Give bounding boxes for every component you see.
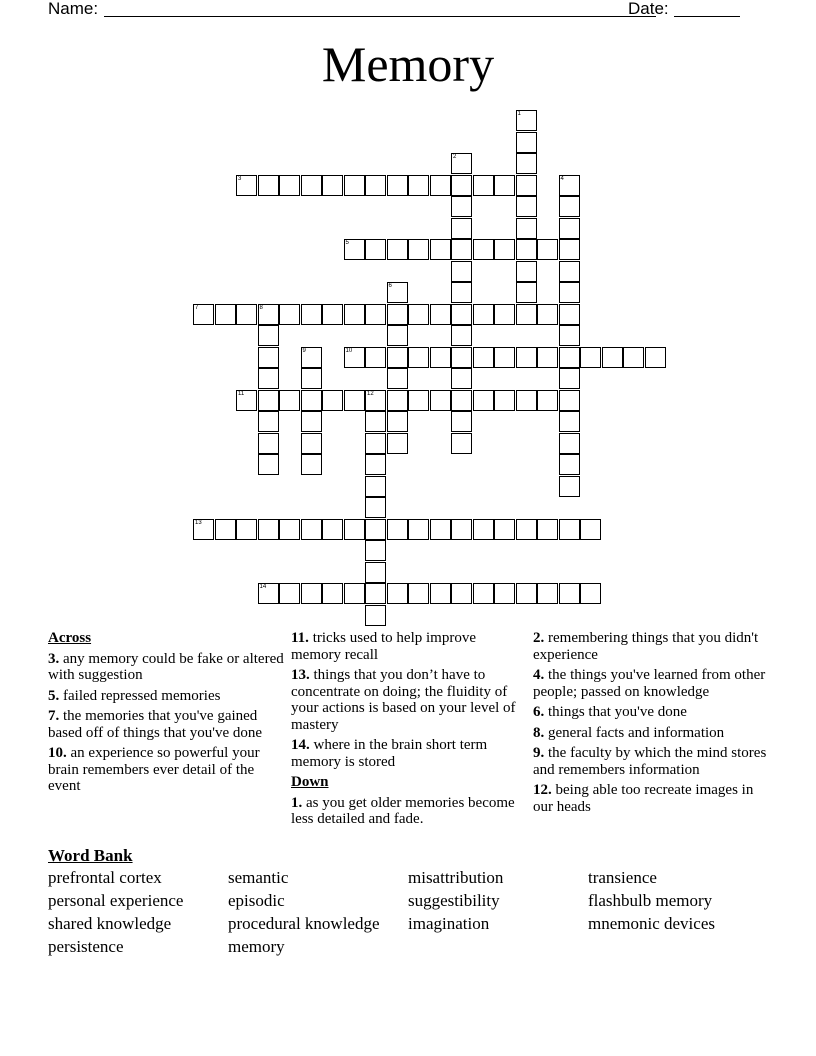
crossword-cell[interactable]	[494, 347, 515, 368]
crossword-cell[interactable]	[236, 390, 257, 411]
crossword-cell[interactable]	[473, 519, 494, 540]
crossword-cell[interactable]	[365, 583, 386, 604]
crossword-cell[interactable]	[344, 583, 365, 604]
crossword-cell[interactable]	[387, 433, 408, 454]
crossword-cell[interactable]	[537, 390, 558, 411]
crossword-cell[interactable]	[322, 175, 343, 196]
crossword-cell[interactable]	[258, 390, 279, 411]
crossword-cell[interactable]	[516, 583, 537, 604]
crossword-cell[interactable]	[387, 519, 408, 540]
clue-across-3: 3. any memory could be fake or altered with suggestion	[48, 650, 284, 683]
crossword-cell[interactable]	[451, 583, 472, 604]
crossword-cell[interactable]	[473, 175, 494, 196]
crossword-cell[interactable]	[193, 519, 214, 540]
crossword-cell[interactable]	[365, 304, 386, 325]
crossword-cell[interactable]	[279, 519, 300, 540]
crossword-cell[interactable]	[322, 304, 343, 325]
crossword-cell[interactable]	[301, 390, 322, 411]
crossword-cell[interactable]	[301, 175, 322, 196]
crossword-cell[interactable]	[494, 175, 515, 196]
crossword-cell[interactable]	[193, 304, 214, 325]
crossword-cell[interactable]	[258, 519, 279, 540]
word-bank-word: imagination	[408, 914, 490, 933]
crossword-cell[interactable]	[537, 239, 558, 260]
crossword-cell[interactable]	[279, 583, 300, 604]
clue-number: 2	[453, 154, 457, 160]
crossword-cell[interactable]	[559, 304, 580, 325]
clue-number: 1	[517, 111, 521, 117]
crossword-cell[interactable]	[559, 325, 580, 346]
down-heading: Down	[291, 774, 329, 790]
clue-number: 14	[259, 584, 267, 590]
crossword-cell[interactable]	[408, 347, 429, 368]
word-bank-word: semantic	[228, 868, 289, 887]
crossword-cell[interactable]	[215, 519, 236, 540]
clues-column-3	[533, 630, 768, 819]
crossword-cell[interactable]	[537, 583, 558, 604]
crossword-cell[interactable]	[516, 282, 537, 303]
crossword-cell[interactable]	[322, 583, 343, 604]
crossword-cell[interactable]	[494, 390, 515, 411]
crossword-cell[interactable]	[430, 519, 451, 540]
crossword-cell[interactable]	[301, 433, 322, 454]
crossword-cell[interactable]	[215, 304, 236, 325]
crossword-cell[interactable]	[516, 110, 537, 131]
crossword-cell[interactable]	[258, 411, 279, 432]
clue-number: 7	[195, 304, 199, 311]
clues-column-2	[291, 630, 521, 832]
word-bank	[48, 846, 768, 957]
crossword-cell[interactable]	[473, 239, 494, 260]
crossword-cell[interactable]	[451, 304, 472, 325]
crossword-cell[interactable]	[516, 196, 537, 217]
word-bank-word: transience	[588, 868, 657, 887]
crossword-cell[interactable]	[258, 454, 279, 475]
crossword-cell[interactable]	[516, 261, 537, 282]
crossword-cell[interactable]	[301, 411, 322, 432]
crossword-cell[interactable]	[559, 261, 580, 282]
crossword-cell[interactable]	[559, 282, 580, 303]
crossword-cell[interactable]	[537, 304, 558, 325]
crossword-cell[interactable]	[430, 175, 451, 196]
clue-number: 4	[560, 175, 564, 182]
crossword-cell[interactable]	[559, 368, 580, 389]
crossword-cell[interactable]	[451, 368, 472, 389]
clue-down-2: 2. remembering things that you didn't experience	[533, 630, 759, 663]
clue-down-12: 12. being able too recreate images in our heads	[533, 782, 754, 815]
crossword-cell[interactable]	[451, 411, 472, 432]
word-bank-word: flashbulb memory	[588, 891, 713, 910]
crossword-cell[interactable]	[602, 347, 623, 368]
crossword-cell[interactable]	[451, 153, 472, 174]
crossword-cell[interactable]	[430, 583, 451, 604]
crossword-cell[interactable]	[473, 390, 494, 411]
page-title: Memory	[321, 36, 495, 92]
crossword-cell[interactable]	[365, 519, 386, 540]
crossword-cell[interactable]	[365, 347, 386, 368]
crossword-cell[interactable]	[537, 519, 558, 540]
crossword-cell[interactable]	[451, 433, 472, 454]
crossword-cell[interactable]	[344, 347, 365, 368]
crossword-cell[interactable]	[344, 390, 365, 411]
clue-down-6: 6. things that you've done	[533, 704, 687, 720]
clue-number: 13	[195, 519, 202, 526]
crossword-cell[interactable]	[279, 175, 300, 196]
crossword-cell[interactable]	[580, 347, 601, 368]
crossword-cell[interactable]	[365, 562, 386, 583]
crossword-cell[interactable]	[258, 583, 279, 604]
clue-across-14: 14. where in the brain short term memory is stored	[291, 737, 488, 770]
crossword-cell[interactable]	[408, 175, 429, 196]
word-bank-word: shared knowledge	[48, 914, 172, 933]
crossword-cell[interactable]	[344, 304, 365, 325]
crossword-cell[interactable]	[365, 605, 386, 626]
crossword-cell[interactable]	[322, 519, 343, 540]
crossword-cell[interactable]	[365, 411, 386, 432]
crossword-cell[interactable]	[258, 433, 279, 454]
word-bank-word: misattribution	[408, 868, 504, 887]
clue-number: 6	[388, 283, 392, 289]
crossword-cell[interactable]	[387, 347, 408, 368]
word-bank-word: personal experience	[48, 891, 184, 910]
crossword-cell[interactable]	[559, 411, 580, 432]
crossword-cell[interactable]	[408, 304, 429, 325]
crossword-cell[interactable]	[623, 347, 644, 368]
crossword-cell[interactable]	[236, 175, 257, 196]
crossword-cell[interactable]	[387, 239, 408, 260]
crossword-cell[interactable]	[301, 304, 322, 325]
crossword-cell[interactable]	[516, 175, 537, 196]
crossword-cell[interactable]	[516, 218, 537, 239]
clue-number: 5	[345, 240, 349, 246]
crossword-cell[interactable]	[365, 540, 386, 561]
crossword-cell[interactable]	[408, 239, 429, 260]
crossword-cell[interactable]	[494, 583, 515, 604]
crossword-cell[interactable]	[279, 304, 300, 325]
crossword-cell[interactable]	[451, 218, 472, 239]
crossword-cell[interactable]	[387, 368, 408, 389]
crossword-cell[interactable]	[430, 239, 451, 260]
crossword-cell[interactable]	[408, 519, 429, 540]
crossword-cell[interactable]	[365, 454, 386, 475]
crossword-cell[interactable]	[580, 519, 601, 540]
crossword-cell[interactable]	[387, 583, 408, 604]
crossword-cell[interactable]	[236, 304, 257, 325]
crossword-cell[interactable]	[301, 519, 322, 540]
crossword-cell[interactable]	[516, 132, 537, 153]
clue-across-7: 7. the memories that you've gained based off of things that you've done	[48, 708, 263, 741]
crossword-cell[interactable]	[559, 390, 580, 411]
crossword-cell[interactable]	[365, 390, 386, 411]
crossword-cell[interactable]	[301, 454, 322, 475]
clue-number: 8	[259, 304, 263, 311]
clue-down-4: 4. the things you've learned from other people; passed on knowledge	[533, 667, 766, 700]
clue-across-5: 5. failed repressed memories	[48, 687, 221, 704]
crossword-cell[interactable]	[451, 261, 472, 282]
crossword-cell[interactable]	[301, 347, 322, 368]
crossword-cell[interactable]	[516, 519, 537, 540]
crossword-cell[interactable]	[645, 347, 666, 368]
word-bank-word: prefrontal cortex	[48, 868, 162, 887]
crossword-cell[interactable]	[365, 433, 386, 454]
crossword-cell[interactable]	[451, 175, 472, 196]
crossword-cell[interactable]	[451, 282, 472, 303]
crossword-cell[interactable]	[559, 454, 580, 475]
crossword-cell[interactable]	[387, 304, 408, 325]
crossword-cell[interactable]	[451, 347, 472, 368]
crossword-cell[interactable]	[559, 175, 580, 196]
crossword-cell[interactable]	[537, 347, 558, 368]
crossword-cell[interactable]	[494, 304, 515, 325]
crossword-cell[interactable]	[451, 390, 472, 411]
date-label: Date:	[628, 0, 669, 18]
word-bank-word: procedural knowledge	[228, 914, 380, 933]
crossword-cell[interactable]	[322, 390, 343, 411]
crossword-cell[interactable]	[408, 583, 429, 604]
crossword-cell[interactable]	[344, 239, 365, 260]
crossword-cell[interactable]	[559, 347, 580, 368]
crossword-cell[interactable]	[559, 476, 580, 497]
crossword-cell[interactable]	[279, 390, 300, 411]
crossword-cell[interactable]	[258, 368, 279, 389]
crossword-cell[interactable]	[516, 390, 537, 411]
word-bank-word: memory	[228, 937, 285, 956]
crossword-cell[interactable]	[236, 519, 257, 540]
crossword-cell[interactable]	[258, 304, 279, 325]
crossword-cell[interactable]	[516, 304, 537, 325]
crossword-cell[interactable]	[516, 239, 537, 260]
crossword-cell[interactable]	[365, 497, 386, 518]
crossword-cell[interactable]	[559, 519, 580, 540]
crossword-cell[interactable]	[365, 239, 386, 260]
crossword-cell[interactable]	[559, 196, 580, 217]
crossword-cell[interactable]	[473, 583, 494, 604]
crossword-cell[interactable]	[387, 325, 408, 346]
word-bank-word: suggestibility	[408, 891, 500, 910]
clues-column-1	[48, 630, 288, 799]
clue-down-1: 1. as you get older memories become less detailed and fade.	[291, 794, 515, 827]
crossword-cell[interactable]	[516, 153, 537, 174]
crossword-cell[interactable]	[451, 325, 472, 346]
crossword-cell[interactable]	[580, 583, 601, 604]
word-bank-word: mnemonic devices	[588, 914, 715, 933]
clue-number: 11	[238, 390, 245, 397]
crossword-cell[interactable]	[451, 519, 472, 540]
clue-across-13: 13. things that you don’t have to concentrate on doing; the fluidity of your actions is based on your level of mastery	[291, 667, 516, 733]
crossword-cell[interactable]	[365, 175, 386, 196]
crossword-cell[interactable]	[387, 175, 408, 196]
crossword-cell[interactable]	[258, 325, 279, 346]
name-label: Name:	[48, 0, 99, 18]
crossword-cell[interactable]	[430, 390, 451, 411]
crossword-cell[interactable]	[408, 390, 429, 411]
word-bank-title: Word Bank	[48, 846, 133, 865]
crossword-cell[interactable]	[387, 411, 408, 432]
crossword-cell[interactable]	[258, 347, 279, 368]
crossword-cell[interactable]	[387, 282, 408, 303]
crossword-cell[interactable]	[559, 583, 580, 604]
clue-down-8: 8. general facts and information	[533, 724, 725, 741]
crossword-cell[interactable]	[344, 175, 365, 196]
crossword-cell[interactable]	[430, 304, 451, 325]
clue-number: 12	[367, 390, 374, 397]
word-bank-word: persistence	[48, 937, 124, 956]
clue-across-11: 11. tricks used to help improve memory recall	[291, 630, 476, 663]
clue-number: 3	[238, 175, 242, 182]
crossword-cell[interactable]	[344, 519, 365, 540]
clue-down-9: 9. the faculty by which the mind stores and remembers information	[533, 745, 767, 778]
across-heading: Across	[48, 630, 92, 646]
crossword-cell[interactable]	[451, 239, 472, 260]
word-bank-word: episodic	[228, 891, 285, 910]
clue-across-10: 10. an experience so powerful your brain remembers ever detail of the event	[48, 745, 260, 794]
crossword-cell[interactable]	[516, 347, 537, 368]
crossword-cell[interactable]	[430, 347, 451, 368]
crossword-cell[interactable]	[301, 583, 322, 604]
crossword-cell[interactable]	[494, 519, 515, 540]
crossword-cell[interactable]	[301, 368, 322, 389]
word-bank-list	[48, 868, 768, 957]
crossword-cell[interactable]	[473, 347, 494, 368]
crossword-cell[interactable]	[365, 476, 386, 497]
crossword-cell[interactable]	[387, 390, 408, 411]
crossword-cell[interactable]	[559, 239, 580, 260]
crossword-cell[interactable]	[258, 175, 279, 196]
crossword-cell[interactable]	[494, 239, 515, 260]
crossword-cell[interactable]	[473, 304, 494, 325]
clue-number: 9	[302, 347, 306, 354]
crossword-cell[interactable]	[559, 433, 580, 454]
crossword-cell[interactable]	[451, 196, 472, 217]
crossword-cell[interactable]	[559, 218, 580, 239]
clue-number: 10	[345, 347, 353, 354]
